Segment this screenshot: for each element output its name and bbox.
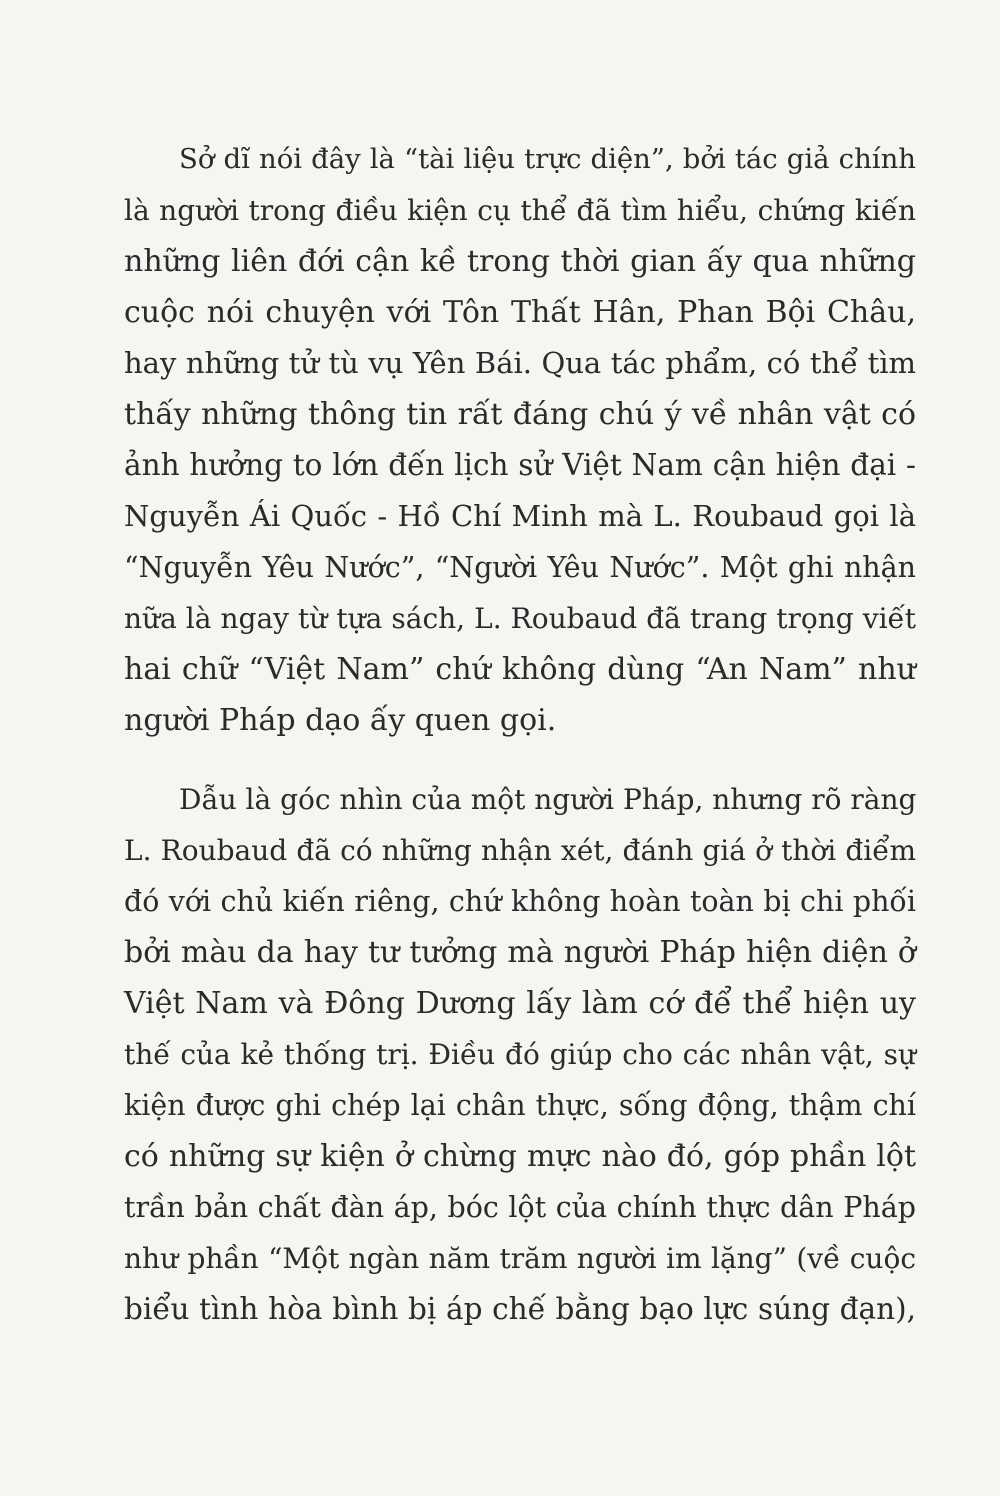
text-line: hay những tử tù vụ Yên Bái. Qua tác phẩm, có thể tìm <box>124 346 916 380</box>
text-line: nữa là ngay từ tựa sách, L. Roubaud đã trang trọng viết <box>124 602 916 635</box>
text-line: kiện được ghi chép lại chân thực, sống động, thậm chí <box>124 1089 916 1122</box>
text-line: Dẫu là góc nhìn của một người Pháp, nhưng rõ ràng <box>179 783 917 816</box>
text-line: thế của kẻ thống trị. Điều đó giúp cho các nhân vật, sự <box>124 1038 916 1071</box>
text-line: Việt Nam và Đông Dương lấy làm cớ để thể hiện uy <box>124 986 916 1021</box>
text-line: hai chữ “Việt Nam” chứ không dùng “An Nam” như <box>124 652 916 687</box>
text-line: bởi màu da hay tư tưởng mà người Pháp hiện diện ở <box>124 935 916 970</box>
text-line: Sở dĩ nói đây là “tài liệu trực diện”, bởi tác giả chính <box>179 143 916 175</box>
paragraph-2 <box>124 774 916 1335</box>
text-line: những liên đới cận kề trong thời gian ấy qua những <box>124 244 916 279</box>
text-line: như phần “Một ngàn năm trăm người im lặng” (về cuộc <box>124 1242 916 1275</box>
text-line: cuộc nói chuyện với Tôn Thất Hân, Phan Bội Châu, <box>124 295 916 330</box>
text-line: có những sự kiện ở chừng mực nào đó, góp phần lột <box>124 1139 916 1174</box>
text-line: là người trong điều kiện cụ thể đã tìm hiểu, chứng kiến <box>124 194 916 227</box>
text-line: biểu tình hòa bình bị áp chế bằng bạo lực súng đạn), <box>124 1292 916 1326</box>
text-line: “Nguyễn Yêu Nước”, “Người Yêu Nước”. Một ghi nhận <box>124 551 916 584</box>
text-line: thấy những thông tin rất đáng chú ý về nhân vật có <box>124 397 916 432</box>
text-line: trần bản chất đàn áp, bóc lột của chính thực dân Pháp <box>124 1191 916 1224</box>
text-line: ảnh hưởng to lớn đến lịch sử Việt Nam cận hiện đại - <box>124 448 916 482</box>
text-line: L. Roubaud đã có những nhận xét, đánh giá ở thời điểm <box>124 834 916 867</box>
paragraph-1 <box>124 134 916 746</box>
text-line: đó với chủ kiến riêng, chứ không hoàn toàn bị chi phối <box>124 885 916 918</box>
text-line: Nguyễn Ái Quốc - Hồ Chí Minh mà L. Roubaud gọi là <box>124 499 916 533</box>
text-line: người Pháp dạo ấy quen gọi. <box>124 703 557 738</box>
